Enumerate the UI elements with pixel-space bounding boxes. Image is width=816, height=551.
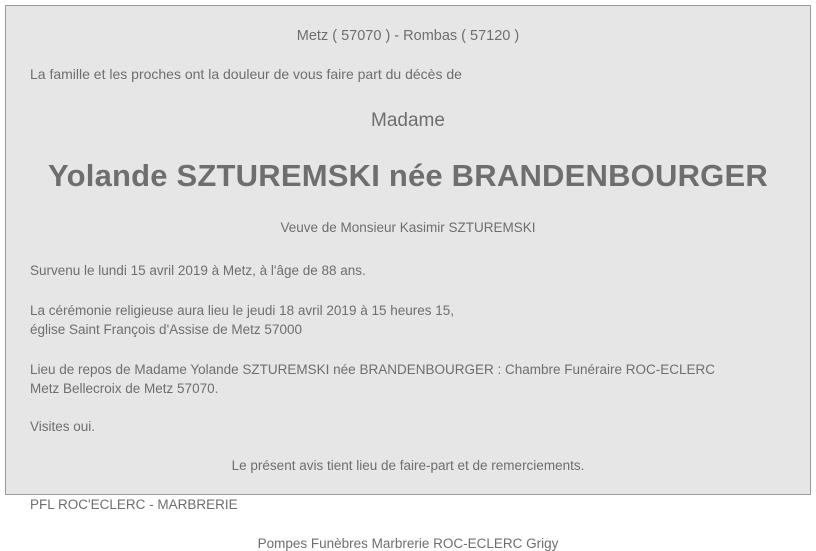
ceremony-line-1: La cérémonie religieuse aura lieu le jeudi 18 avril 2019 à 15 heures 15, [30,302,455,318]
footer-text: Pompes Funèbres Marbrerie ROC-ECLERC Grigy [257,535,559,551]
resting-line-2: Metz Bellecroix de Metz 57070. [30,381,219,397]
honorific-title: Madame [371,110,445,131]
intro-text: La famille et les proches ont la douleur de vous faire part du décès de [30,66,462,82]
widow-of-text: Veuve de Monsieur Kasimir SZTUREMSKI [280,220,536,235]
death-notice-card [5,5,811,551]
ceremony-line-2: église Saint François d'Assise de Metz 57000 [30,322,302,338]
deceased-name: Yolande SZTUREMSKI née BRANDENBOURGER [48,158,768,193]
visits-text: Visites oui. [30,418,96,434]
resting-line-1: Lieu de repos de Madame Yolande SZTUREMSKI née BRANDENBOURGER : Chambre Funéraire ROC-ECLERC [30,361,716,377]
locations-line: Metz ( 57070 ) - Rombas ( 57120 ) [296,28,520,44]
death-info-text: Survenu le lundi 15 avril 2019 à Metz, à l'âge de 88 ans. [30,263,366,278]
resting-place-info [30,360,786,399]
ceremony-info [30,301,786,340]
company-name: PFL ROC'ECLERC - MARBRERIE [30,496,238,512]
closing-statement: Le présent avis tient lieu de faire-part et de remerciements. [231,457,585,473]
